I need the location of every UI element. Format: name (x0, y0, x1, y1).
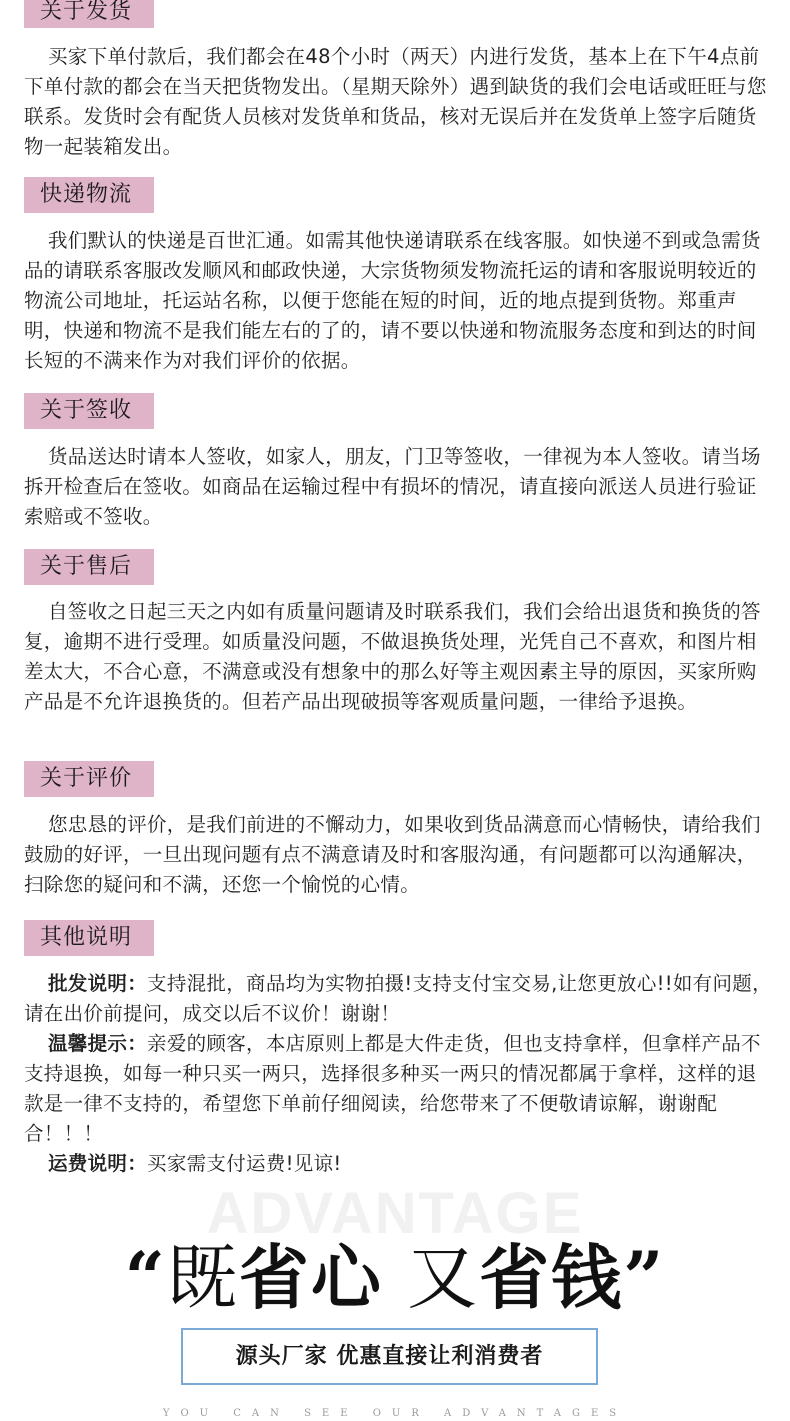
section-title-shipping: 关于发货 (24, 0, 154, 28)
section-title-logistics: 快递物流 (24, 177, 154, 213)
note-tips-label: 温馨提示： (48, 1032, 148, 1055)
section-title-review: 关于评价 (24, 761, 154, 797)
slogan (0, 1222, 790, 1323)
section-title-other: 其他说明 (24, 920, 154, 956)
note-tips (24, 1029, 774, 1149)
advantage-watermark: ADVANTAGE (206, 1181, 584, 1246)
slogan-quote-close: ” (623, 1236, 666, 1319)
tagline-box (181, 1328, 598, 1385)
tagline-text: 源头厂家 优惠直接让利消费者 (235, 1344, 544, 1369)
note-wholesale (24, 969, 774, 1029)
advantages-caption: YOU CAN SEE OUR ADVANTAGES (162, 1408, 628, 1419)
slogan-quote-open: “ (124, 1236, 167, 1319)
section-title-receipt: 关于签收 (24, 393, 154, 429)
note-wholesale-text: 支持混批，商品均为实物拍摄!支持支付宝交易,让您更放心!!如有问题，请在出价前提问，成交以后不议价！谢谢！ (24, 972, 772, 1025)
note-shipping-fee (24, 1149, 774, 1179)
section-body-review: 您忠恳的评价，是我们前进的不懈动力，如果收到货品满意而心情畅快，请给我们鼓励的好评，一旦出现问题有点不满意请及时和客服沟通，有问题都可以沟通解决，扫除您的疑问和不满，还您一个愉悦的心情。 (24, 813, 761, 896)
note-shipping-fee-text: 买家需支付运费!见谅! (147, 1152, 342, 1175)
note-shipping-fee-label: 运费说明： (48, 1152, 148, 1175)
section-body-receipt: 货品送达时请本人签收，如家人，朋友，门卫等签收，一律视为本人签收。请当场拆开检查后在签收。如商品在运输过程中有损坏的情况，请直接向派送人员进行验证索赔或不签收。 (24, 445, 761, 528)
section-body-shipping: 买家下单付款后，我们都会在48个小时（两天）内进行发货，基本上在下午4点前下单付款的都会在当天把货物发出。（星期天除外）遇到缺货的我们会电话或旺旺与您联系。发货时会有配货人员核对发货单和货品，核对无误后并在发货单上签字后随货物一起装箱发出。 (24, 45, 767, 158)
section-title-after-sales: 关于售后 (24, 549, 154, 585)
slogan-part-1: 既 (166, 1237, 239, 1319)
slogan-part-2: 省心 (238, 1237, 383, 1319)
section-body-after-sales: 自签收之日起三天之内如有质量问题请及时联系我们，我们会给出退货和换货的答复，逾期不进行受理。如质量没问题，不做退换货处理，光凭自己不喜欢，和图片相差太大，不合心意，不满意或没有想象中的那么好等主观因素主导的原因，买家所购产品是不允许退换货的。但若产品出现破损等客观质量问题，一律给予退换。 (24, 600, 761, 713)
slogan-part-3: 又 (407, 1237, 480, 1319)
section-body-logistics: 我们默认的快递是百世汇通。如需其他快递请联系在线客服。如快递不到或急需货品的请联系客服改发顺风和邮政快递，大宗货物须发物流托运的请和客服说明较近的物流公司地址，托运站名称，以便于您能在短的时间，近的地点提到货物。郑重声明，快递和物流不是我们能左右的了的，请不要以快递和物流服务态度和到达的时间长短的不满来作为对我们评价的依据。 (24, 229, 761, 372)
note-wholesale-label: 批发说明： (48, 972, 148, 995)
note-tips-text: 亲爱的顾客，本店原则上都是大件走货，但也支持拿样，但拿样产品不支持退换，如每一种只买一两只，选择很多种买一两只的情况都属于拿样，这样的退款是一律不支持的，希望您下单前仔细阅读，给您带来了不便敬请谅解，谢谢配合！！！ (24, 1032, 761, 1145)
slogan-part-4: 省钱 (479, 1237, 624, 1319)
